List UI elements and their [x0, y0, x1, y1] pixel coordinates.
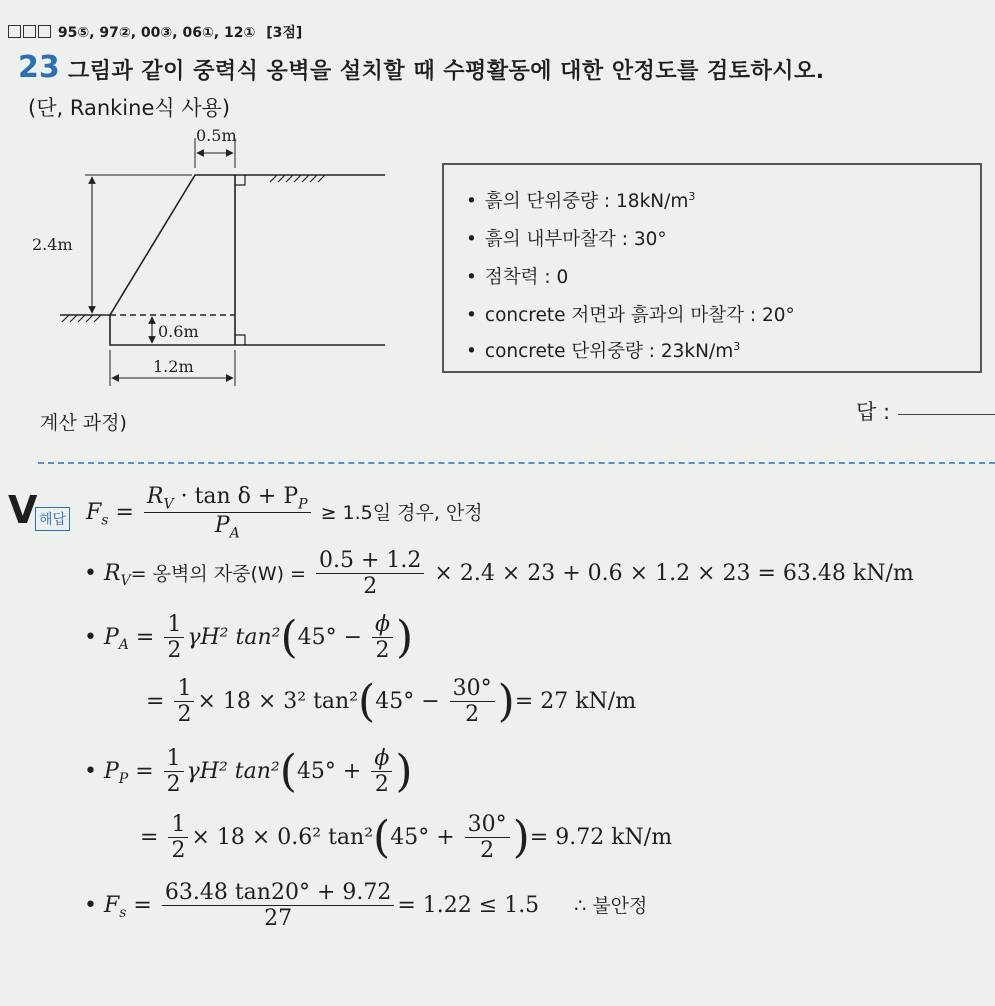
pa-equation-line1: • $P_A$ = $\frac{1}{2}$ γH² tan²(45° − $\frac{\phi}{2}$ )	[84, 611, 414, 664]
data-base-friction: • concrete 저면과 흙과의 마찰각 : 20°	[466, 305, 795, 326]
checkbox-icons	[8, 25, 53, 41]
calc-process-label: 계산 과정)	[40, 412, 127, 434]
question-number: 23	[18, 50, 60, 85]
data-friction-angle: • 흙의 내부마찰각 : 30°	[466, 229, 667, 250]
question-text: 그림과 같이 중력식 옹벽을 설치할 때 수평활동에 대한 안정도를 검토하시오.	[68, 59, 825, 84]
data-cohesion: • 점착력 : 0	[466, 267, 569, 288]
dim-embedment: 0.6m	[158, 322, 199, 341]
criterion-equation: $F_s$ = $\frac{R_V \cdot \tan \delta + P_P}{P_A}$ ≥ 1.5일 경우, 안정	[86, 484, 483, 542]
points-badge: [3점]	[266, 25, 303, 41]
answer-blank-line[interactable]	[898, 414, 995, 415]
exam-years: 95⑤, 97②, 00③, 06①, 12①	[57, 25, 256, 41]
solution-label: 해답	[35, 507, 70, 531]
retaining-wall-figure	[20, 118, 420, 398]
pp-equation-line1: • $P_P$ = $\frac{1}{2}$ γH² tan²(45° + $\frac{\phi}{2}$ )	[84, 745, 413, 798]
check-mark: V	[8, 488, 38, 532]
data-unit-weight-concrete: • concrete 단위중량 : $23kN/m^3$	[466, 339, 741, 362]
pp-equation-line2: = $\frac{1}{2}$ × 18 × 0.6² tan²(45° + $\frac{30^\circ}{2}$ )= 9.72 kN/m	[140, 811, 673, 864]
question-meta	[8, 22, 302, 42]
dim-height: 2.4m	[32, 235, 73, 254]
section-divider	[38, 462, 995, 464]
given-data-box	[442, 163, 982, 373]
background-bleed	[480, 112, 486, 136]
question-condition: (단, Rankine식 사용)	[28, 96, 231, 120]
dim-top-width: 0.5m	[196, 126, 237, 145]
answer-label: 답 :	[856, 400, 891, 424]
rv-equation: • $R_V=$ 옹벽의 자중(W) = $\frac{0.5 + 1.2}{2}$ × 2.4 × 23 + 0.6 × 1.2 × 23 = 63.48 kN/m	[84, 548, 914, 600]
dim-base-width: 1.2m	[153, 357, 194, 376]
fs-equation: • $F_s$ = $\frac{63.48 \tan 20^\circ + 9.72}{27}$ = 1.22 ≤ 1.5 ∴ 불안정	[84, 880, 648, 932]
pa-equation-line2: = $\frac{1}{2}$ × 18 × 3² tan²(45° − $\frac{30^\circ}{2}$ )= 27 kN/m	[146, 675, 637, 728]
data-unit-weight-soil: • 흙의 단위중량 : $18kN/m^3$	[466, 189, 696, 212]
